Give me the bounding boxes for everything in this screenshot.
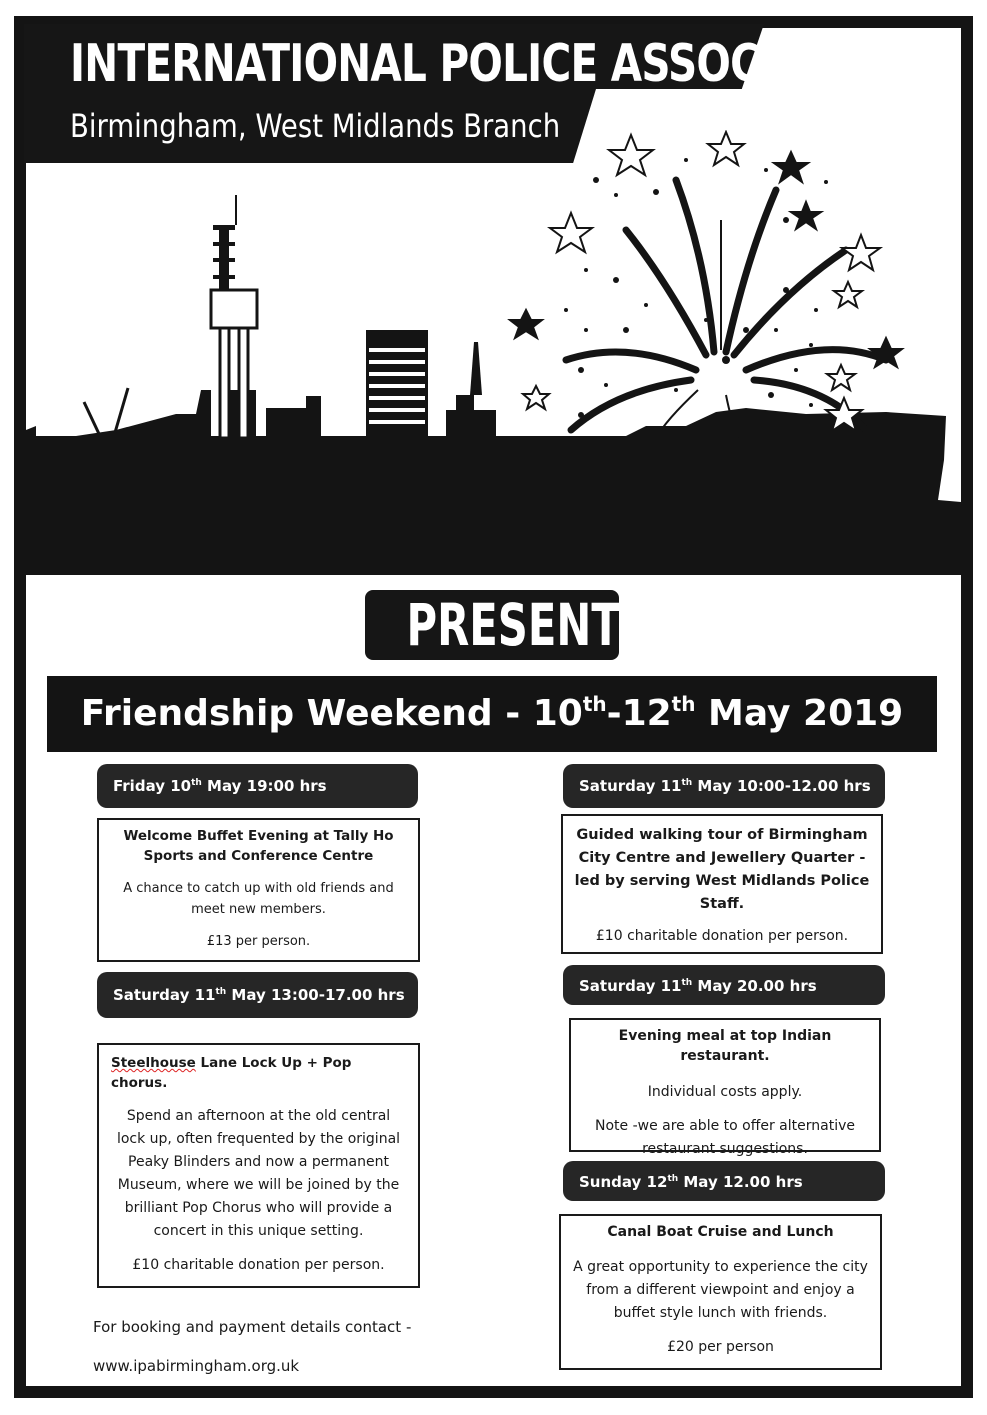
schedule-friday-header (97, 764, 418, 808)
schedule-saturday-afternoon-header (97, 972, 418, 1018)
schedule-day: Saturday 11 (579, 777, 682, 795)
schedule-day: Saturday 11 (113, 986, 216, 1004)
schedule-day-sup: th (681, 978, 693, 988)
activity-description: Spend an afternoon at the old central lock up, often frequented by the original Peaky Blinders and now a permanent Museum, where we will be joined by the brilliant Pop Chorus who will provide a concert in this unique setting. (116, 1108, 401, 1239)
spellcheck-flagged-word: Steelhouse (111, 1055, 196, 1071)
activity-heading-rest: Lane Lock Up + Pop chorus. (111, 1055, 352, 1091)
event-title-mid: -12 (606, 693, 672, 734)
activity-description: A great opportunity to experience the city from a different viewpoint and enjoy a buffet style lunch with friends. (573, 1259, 868, 1321)
schedule-time: May 13:00-17.00 hrs (226, 986, 405, 1004)
activity-price: £10 charitable donation per person. (595, 928, 849, 944)
activity-price: £10 charitable donation per person. (132, 1257, 385, 1273)
schedule-friday-details (97, 818, 420, 962)
activity-heading: Guided walking tour of Birmingham City Centre and Jewellery Quarter - led by serving West Midlands Police Staff. (574, 827, 870, 912)
schedule-saturday-morning-details (561, 814, 883, 954)
activity-heading: Evening meal at top Indian restaurant. (618, 1028, 832, 1064)
schedule-saturday-evening-header (563, 965, 885, 1005)
schedule-saturday-morning-header (563, 764, 885, 808)
schedule-day-sup: th (681, 778, 693, 788)
activity-heading: Welcome Buffet Evening at Tally Ho Sports and Conference Centre (123, 828, 394, 864)
event-title-prefix: Friendship Weekend - 10 (80, 693, 583, 734)
schedule-time: May 10:00-12.00 hrs (692, 777, 871, 795)
event-title-banner (47, 676, 937, 752)
activity-note: Note -we are able to offer alternative restaurant suggestions. (594, 1118, 855, 1157)
booking-contact-text: For booking and payment details contact - (93, 1318, 412, 1336)
schedule-day-sup: th (667, 1174, 679, 1184)
branch-subtitle: Birmingham, West Midlands Branch (70, 107, 561, 145)
event-title-sup2: th (671, 692, 696, 716)
schedule-day: Friday 10 (113, 777, 192, 795)
schedule-day: Saturday 11 (579, 977, 682, 995)
organization-title: INTERNATIONAL POLICE ASSOCIATION (70, 34, 909, 94)
schedule-saturday-evening-details (569, 1018, 881, 1157)
event-title-sup1: th (582, 692, 607, 716)
schedule-day-sup: th (191, 778, 202, 788)
schedule-day-sup: th (215, 987, 227, 997)
activity-price: £13 per person. (206, 934, 311, 949)
activity-heading: Canal Boat Cruise and Lunch (607, 1224, 834, 1240)
skyline-fireworks-illustration (26, 130, 961, 575)
event-title-suffix: May 2019 (695, 693, 904, 734)
present-text: PRESENT (406, 591, 620, 659)
schedule-sunday-header (563, 1161, 885, 1201)
website-link[interactable]: www.ipabirmingham.org.uk (93, 1357, 300, 1375)
activity-price: £20 per person (667, 1339, 774, 1355)
schedule-sunday-details (559, 1214, 882, 1370)
activity-heading (111, 1053, 406, 1093)
schedule-time: May 20.00 hrs (692, 977, 817, 995)
present-label (365, 590, 619, 660)
schedule-time: May 19:00 hrs (201, 777, 327, 795)
activity-description: Individual costs apply. (647, 1084, 803, 1100)
schedule-saturday-afternoon-details (97, 1043, 420, 1288)
schedule-time: May 12.00 hrs (678, 1173, 803, 1191)
schedule-day: Sunday 12 (579, 1173, 668, 1191)
activity-description: A chance to catch up with old friends and meet new members. (123, 881, 394, 917)
